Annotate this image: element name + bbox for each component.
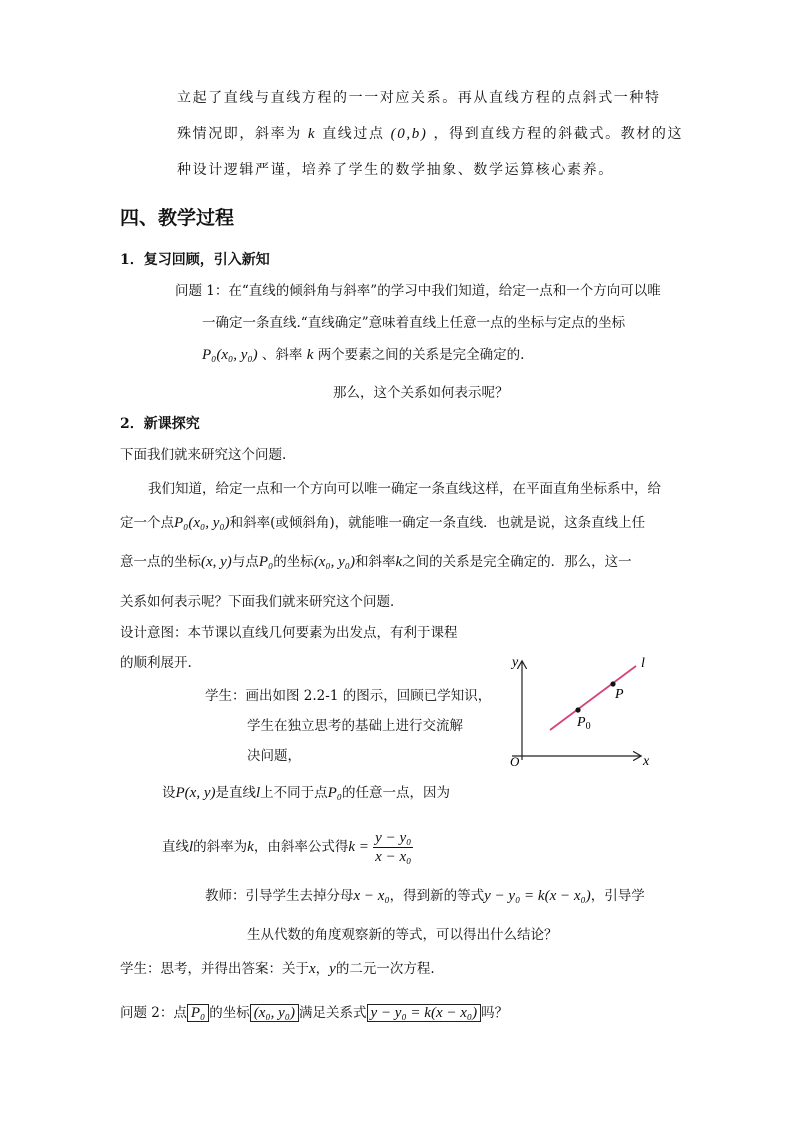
text: 的任意一点，因为 — [342, 785, 451, 801]
explore-line-3 — [120, 552, 632, 572]
text: 的斜率为 — [193, 839, 248, 855]
intro-text: ，得到直线方程的斜截式。教材的这 — [433, 126, 684, 142]
math-y: y — [329, 961, 336, 977]
explore-text: 和斜率(或倾斜角)，就能唯一确定一条直线．也就是说，这条直线上任 — [229, 515, 646, 531]
subsection-heading-2: 2．新课探究 — [120, 416, 200, 432]
text: 是直线 — [215, 785, 256, 801]
text: ，得到新的等式 — [389, 888, 485, 904]
question-1-line-3 — [202, 345, 524, 365]
text: 点 — [173, 1005, 187, 1021]
fraction-numerator: y − y₀ — [375, 830, 412, 846]
math-k: k — [395, 554, 403, 570]
explore-intro: 下面我们就来研究这个问题. — [120, 447, 287, 463]
math-k: k — [247, 839, 254, 855]
coordinate-figure — [500, 650, 660, 775]
question-label: 问题 2： — [120, 1005, 174, 1021]
math-k: k — [307, 126, 317, 142]
intro-text: 殊情况即，斜率为 — [177, 126, 302, 142]
teacher-label: 教师： — [205, 888, 246, 904]
text: 满足关系式 — [299, 1005, 367, 1021]
design-intent-line-1: 设计意图：本节课以直线几何要素为出发点，有利于课程 — [120, 625, 458, 641]
math-xy: (x, y) — [201, 554, 232, 570]
intro-line-3: 种设计逻辑严谨，培养了学生的数学抽象、数学运算核心素养。 — [177, 162, 614, 178]
question-text: 、斜率 — [261, 347, 303, 363]
math-k: k — [306, 347, 314, 363]
explore-line-4: 关系如何表示呢？下面我们就来研究这个问题． — [120, 594, 404, 610]
explore-text: 意一点的坐标 — [120, 554, 201, 570]
math-k-equals: k = — [348, 839, 369, 855]
text: 上不同于点 — [260, 785, 328, 801]
origin-label: O — [510, 754, 520, 769]
student-label: 学生： — [205, 688, 246, 704]
student-label: 学生： — [120, 961, 161, 977]
boxed-p0: P₀ — [187, 1004, 209, 1022]
p0-letter: P — [577, 715, 586, 730]
question-2-line — [120, 1001, 508, 1025]
question-label: 问题 1： — [175, 283, 229, 299]
math-l: l — [255, 785, 261, 801]
fraction-denominator: x − x₀ — [375, 849, 412, 865]
explore-text: 定一个点 — [120, 515, 174, 531]
text: 直线 — [162, 839, 189, 855]
intro-line-1: 立起了直线与直线方程的一一对应关系。再从直线方程的点斜式一种特 — [177, 90, 661, 106]
math-pxy: P(x, y) — [175, 785, 216, 801]
explore-line-2 — [120, 513, 645, 533]
math-point: P₀(x₀, y₀) — [174, 515, 230, 531]
point-p-label: P — [615, 687, 624, 702]
student-1-line-3: 决问题， — [247, 748, 301, 764]
boxed-coordinates: (x₀, y₀) — [250, 1004, 299, 1022]
section-heading: 四、教学过程 — [120, 207, 235, 229]
text: 设 — [162, 785, 176, 801]
text: 的二元一次方程. — [335, 961, 435, 977]
y-axis-label: y — [512, 655, 519, 670]
question-1-line-2: 一确定一条直线.“直线确定”意味着直线上任意一点的坐标与定点的坐标 — [202, 315, 626, 331]
slope-formula-line — [162, 826, 413, 868]
boxed-equation: y − y₀ = k(x − x₀) — [367, 1004, 482, 1022]
x-axis-label: x — [643, 754, 650, 769]
teacher-line-1 — [205, 886, 645, 906]
question-text: 在“直线的倾斜角与斜率”的学习中我们知道，给定一点和一个方向可以唯 — [228, 283, 661, 299]
question-text: 两个要素之间的关系是完全确定的. — [317, 347, 525, 363]
explore-text: 之间的关系是完全确定的．那么，这一 — [402, 554, 632, 570]
text: ， — [315, 961, 330, 977]
math-equation: y − y₀ = k(x − x₀) — [484, 888, 591, 904]
point-p0-label — [576, 715, 591, 732]
intro-text: 直线过点 — [322, 126, 385, 142]
text: 的坐标 — [209, 1005, 250, 1021]
intro-line-2 — [177, 124, 683, 144]
explore-line-1: 我们知道，给定一点和一个方向可以唯一确定一条直线这样，在平面直角坐标系中，给 — [148, 481, 661, 497]
point-p0 — [575, 707, 580, 712]
set-point-line — [162, 783, 450, 803]
explore-text: 和斜率 — [354, 554, 396, 570]
student-1-line-1 — [205, 686, 491, 706]
line-l-label: l — [641, 656, 645, 671]
explore-text: 的坐标 — [273, 554, 314, 570]
design-intent-line-2: 的顺利展开. — [120, 655, 192, 671]
question-1-line-1 — [175, 281, 661, 301]
student-1-line-2: 学生在独立思考的基础上进行交流解 — [247, 718, 463, 734]
subsection-heading-1: 1．复习回顾，引入新知 — [120, 252, 270, 268]
math-p0: P₀ — [327, 785, 343, 801]
text: 思考，并得出答案：关于 — [160, 961, 309, 977]
teacher-line-2: 生从代数的角度观察新的等式，可以得出什么结论？ — [247, 927, 558, 943]
text: 引导学生去掉分母 — [245, 888, 354, 904]
text: ，引导学 — [590, 888, 645, 904]
math-l: l — [189, 839, 194, 855]
point-p — [610, 681, 615, 686]
student-2-line — [120, 959, 435, 979]
student-text: 画出如图 2.2-1 的图示，回顾已学知识， — [245, 688, 492, 704]
math-expr: x − x₀ — [353, 888, 390, 904]
text: 吗？ — [481, 1005, 509, 1021]
math-point: (0,b) — [390, 126, 428, 142]
question-1-line-4: 那么，这个关系如何表示呢？ — [333, 385, 509, 401]
explore-text: 与点 — [231, 554, 259, 570]
p0-subscript: 0 — [585, 721, 591, 732]
text: ，由斜率公式得 — [253, 839, 349, 855]
math-point: P₀(x₀, y₀) — [202, 347, 258, 363]
math-x: x — [309, 961, 316, 977]
math-p0: P₀ — [258, 554, 274, 570]
slope-fraction — [373, 829, 413, 866]
math-x0y0: (x₀, y₀) — [313, 554, 355, 570]
